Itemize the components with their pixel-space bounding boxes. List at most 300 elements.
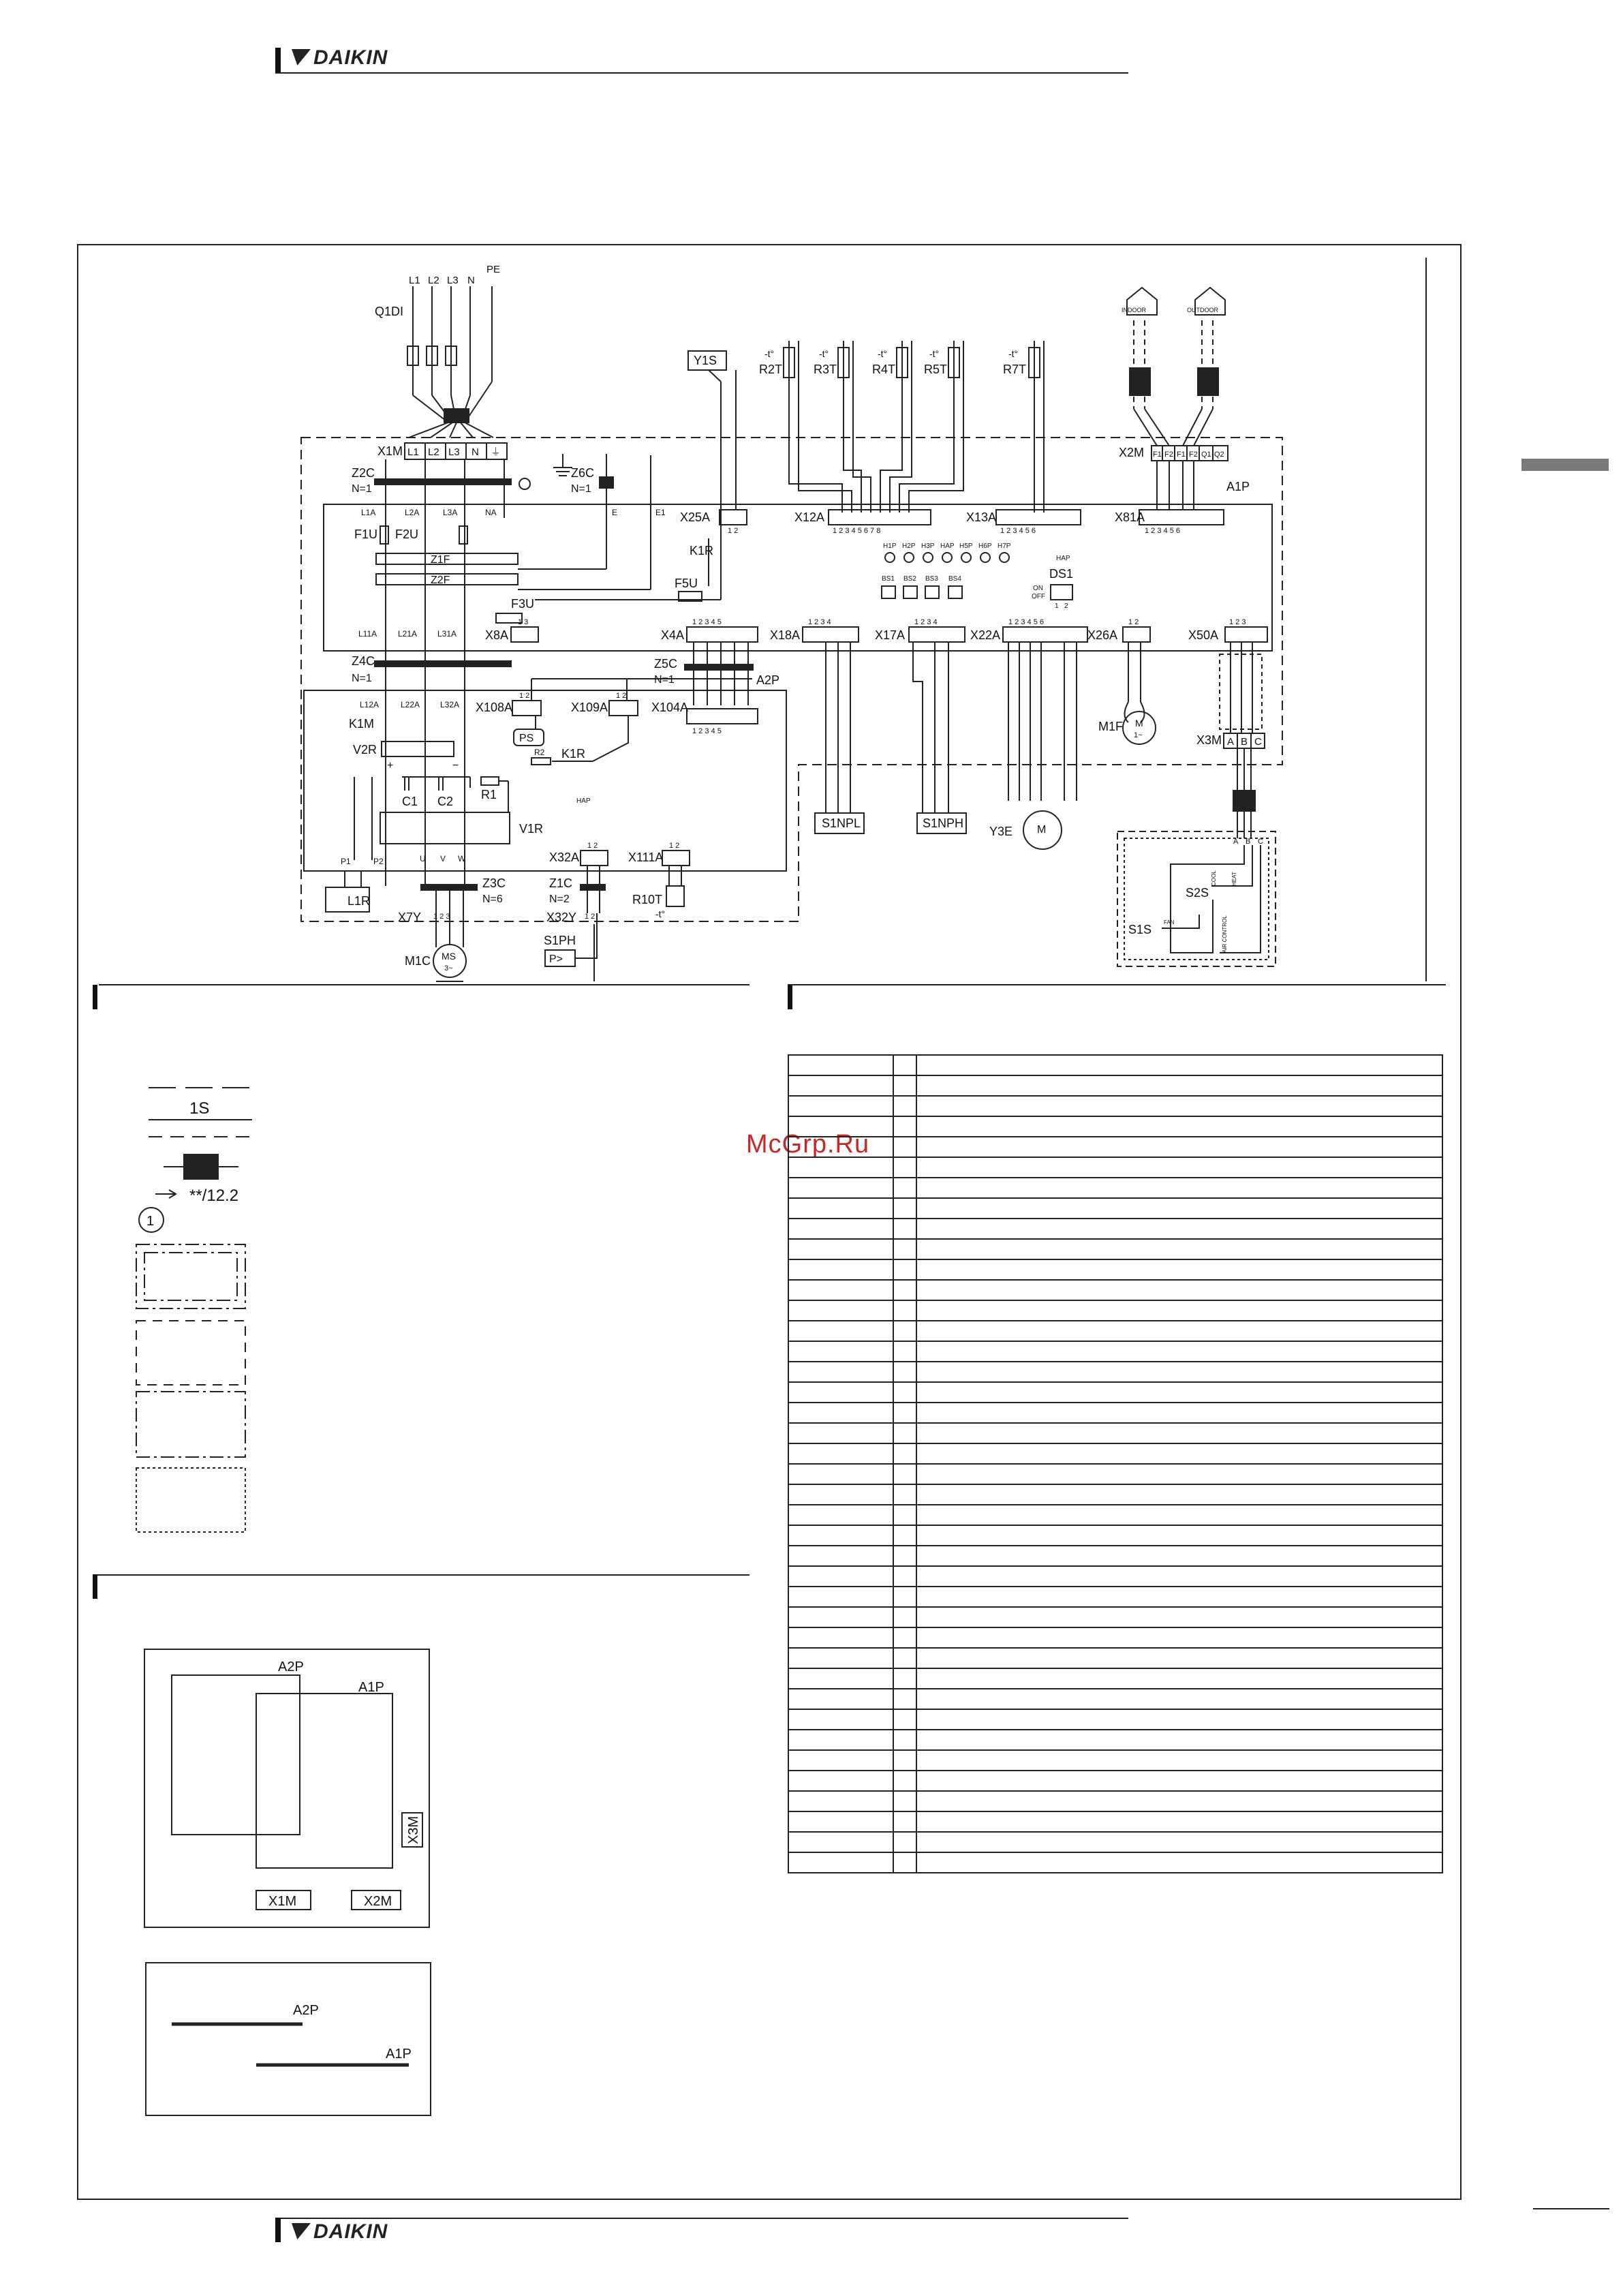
legend-table-cell	[893, 1055, 916, 1075]
layout-label-x2m: X2M	[364, 1894, 392, 1909]
legend-table-row	[788, 1484, 1442, 1505]
label-hap-a2p: HAP	[576, 797, 591, 805]
legend-table-cell	[916, 1689, 1442, 1709]
legend-table-cell	[788, 1505, 893, 1525]
pins-x26a: 1 2	[1128, 618, 1139, 626]
pins-x32a: 1 2	[587, 842, 598, 850]
legend-table-cell	[788, 1811, 893, 1832]
label-z2f: Z2F	[431, 575, 450, 586]
label-supply-l1: L1	[409, 275, 420, 286]
legend-table-cell	[916, 1341, 1442, 1362]
label-c2: C2	[437, 795, 454, 808]
label-x32y: X32Y	[546, 910, 577, 924]
notes-legend	[0, 1050, 286, 1540]
legend-table-cell	[916, 1791, 1442, 1811]
label-x18a: X18A	[770, 628, 801, 642]
label-z3c-n: N=6	[482, 893, 503, 905]
legend-table-row	[788, 1464, 1442, 1484]
label-na: NA	[485, 508, 497, 517]
label-x50a: X50A	[1188, 628, 1219, 642]
footer	[275, 2218, 548, 2249]
label-z4c-n: N=1	[352, 673, 372, 684]
legend-table-cell	[916, 1178, 1442, 1198]
label-s2s: S2S	[1186, 886, 1209, 900]
label-l21a: L21A	[398, 629, 418, 639]
pins-x22a: 1 2 3 4 5 6	[1008, 618, 1044, 626]
legend-table-cell	[788, 1321, 893, 1341]
legend-table-row	[788, 1362, 1442, 1382]
footer-logo	[292, 2220, 388, 2244]
x2m-pin-2: F2	[1164, 450, 1173, 459]
legend-table-row	[788, 1321, 1442, 1341]
legend-table-cell	[916, 1259, 1442, 1280]
label-m1c: M1C	[405, 954, 431, 968]
x3m-pin-b: B	[1241, 736, 1248, 748]
legend-table-cell	[893, 1791, 916, 1811]
page-number-rule	[1533, 2208, 1609, 2209]
x3m-pin-c: C	[1254, 736, 1262, 748]
legend-table-cell	[788, 1566, 893, 1587]
legend-table-cell	[788, 1525, 893, 1546]
legend-table-cell	[893, 1750, 916, 1771]
legend-table-cell	[893, 1341, 916, 1362]
legend-table-cell	[916, 1505, 1442, 1525]
legend-table-cell	[893, 1730, 916, 1750]
legend-table-row	[788, 1689, 1442, 1709]
legend-table-row	[788, 1709, 1442, 1730]
layout-label-a1p: A1P	[358, 1680, 384, 1695]
label-l22a: L22A	[401, 700, 420, 709]
legend-table-cell	[788, 1771, 893, 1791]
legend-table-row	[788, 1219, 1442, 1239]
x1m-pin-2: L2	[428, 446, 439, 458]
legend-table-cell	[893, 1464, 916, 1484]
label-z6c: Z6C	[571, 466, 595, 480]
label-z2c: Z2C	[352, 466, 375, 480]
legend-table-cell	[893, 1116, 916, 1137]
label-l1r: L1R	[347, 894, 371, 908]
x2m-pin-4: F2	[1189, 450, 1198, 459]
label-l31a: L31A	[437, 629, 457, 639]
legend-table-cell	[916, 1157, 1442, 1178]
temp-r7t: -t°	[1008, 348, 1019, 359]
legend-table-cell	[788, 1219, 893, 1239]
label-k1r: K1R	[690, 544, 714, 557]
label-ds1-off: OFF	[1032, 593, 1045, 600]
legend-table-cell	[916, 1075, 1442, 1096]
label-m1f: M1F	[1098, 720, 1123, 733]
legend-table-cell	[788, 1178, 893, 1198]
legend-table-cell	[893, 1709, 916, 1730]
legend-table-cell	[788, 1075, 893, 1096]
legend-table-cell	[916, 1382, 1442, 1403]
legend-table-cell	[916, 1280, 1442, 1300]
label-l12a: L12A	[360, 700, 380, 709]
label-v: V	[440, 854, 446, 863]
label-supply-l2: L2	[428, 275, 439, 286]
legend-table-cell	[788, 1607, 893, 1627]
legend-table-cell	[916, 1219, 1442, 1239]
legend-table-cell	[893, 1607, 916, 1627]
legend-table-cell	[916, 1771, 1442, 1791]
x1m-pin-4: N	[472, 446, 479, 458]
label-outdoor: OUTDOOR	[1187, 307, 1218, 313]
legend-table-cell	[788, 1198, 893, 1219]
section-marker-notes	[93, 985, 97, 1009]
legend-table-cell	[893, 1075, 916, 1096]
footer-brand: DAIKIN	[313, 2220, 388, 2243]
x1m-pin-5: ⏚	[491, 446, 501, 458]
legend-table-cell	[893, 1648, 916, 1668]
legend-table-row	[788, 1566, 1442, 1587]
legend-table-row	[788, 1811, 1442, 1832]
label-f2u: F2U	[395, 527, 419, 541]
legend-table-cell	[916, 1239, 1442, 1259]
legend-table-cell	[788, 1157, 893, 1178]
legend-table-cell	[893, 1096, 916, 1116]
legend-table-cell	[893, 1239, 916, 1259]
pins-x7y: 1 2 3	[433, 913, 450, 921]
legend-table-row	[788, 1423, 1442, 1443]
x2m-pin-6: Q2	[1214, 450, 1224, 459]
wiring-schematic	[0, 0, 1623, 995]
legend-table-cell	[916, 1546, 1442, 1566]
label-fan: FAN	[1164, 919, 1175, 925]
legend-table-cell	[788, 1587, 893, 1607]
label-led-h1p: H1P	[883, 542, 897, 550]
legend-table-row	[788, 1198, 1442, 1219]
legend-table-cell	[893, 1259, 916, 1280]
label-p1: P1	[341, 857, 351, 866]
legend-table-row	[788, 1505, 1442, 1525]
label-e1: E1	[655, 508, 666, 517]
legend-table-cell	[788, 1259, 893, 1280]
legend-table-row	[788, 1280, 1442, 1300]
label-bs4: BS4	[948, 575, 961, 583]
legend-table-cell	[893, 1484, 916, 1505]
legend-table-cell	[788, 1423, 893, 1443]
label-l3a: L3A	[443, 508, 458, 517]
label-ds1-pin1: 1	[1055, 602, 1059, 610]
legend-table-cell	[788, 1137, 893, 1157]
section-marker-legend	[788, 985, 792, 1009]
legend-table-cell	[916, 1484, 1442, 1505]
legend-table-cell	[916, 1607, 1442, 1627]
legend-table-cell	[788, 1668, 893, 1689]
x2m-pin-3: F1	[1177, 450, 1186, 459]
legend-table-row	[788, 1607, 1442, 1627]
legend-table-cell	[916, 1730, 1442, 1750]
legend-table-row	[788, 1791, 1442, 1811]
legend-table-cell	[788, 1730, 893, 1750]
legend-table-cell	[893, 1566, 916, 1587]
legend-table-row	[788, 1341, 1442, 1362]
label-led-h2p: H2P	[902, 542, 916, 550]
legend-table-row	[788, 1137, 1442, 1157]
label-x8a: X8A	[485, 628, 509, 642]
label-f3u: F3U	[511, 597, 535, 611]
legend-table-cell	[916, 1321, 1442, 1341]
legend-table-row	[788, 1648, 1442, 1668]
label-bs1: BS1	[882, 575, 895, 583]
label-z3c: Z3C	[482, 876, 506, 890]
label-s1s: S1S	[1128, 923, 1152, 936]
temp-r2t: -t°	[764, 348, 775, 359]
legend-table-cell	[788, 1484, 893, 1505]
label-x81a: X81A	[1115, 510, 1145, 524]
label-r3t: R3T	[814, 363, 837, 376]
x3m-pin-a: A	[1227, 736, 1235, 748]
label-k1m: K1M	[349, 717, 375, 731]
legend-table-row	[788, 1239, 1442, 1259]
label-r2t: R2T	[759, 363, 783, 376]
legend-table-row	[788, 1075, 1442, 1096]
legend-table-cell	[788, 1116, 893, 1137]
label-r4t: R4T	[872, 363, 896, 376]
label-indoor: INDOOR	[1122, 307, 1146, 313]
legend-table-cell	[916, 1096, 1442, 1116]
legend-table-cell	[893, 1321, 916, 1341]
pins-x12a: 1 2 3 4 5 6 7 8	[833, 527, 881, 535]
label-bs2: BS2	[903, 575, 916, 583]
label-supply-pe: PE	[486, 264, 501, 275]
label-v1r: V1R	[519, 822, 544, 836]
legend-table-cell	[916, 1443, 1442, 1464]
label-r2: R2	[534, 748, 545, 757]
legend-table-cell	[788, 1648, 893, 1668]
legend-table-cell	[916, 1750, 1442, 1771]
legend-table-cell	[893, 1362, 916, 1382]
legend-table-cell	[916, 1852, 1442, 1873]
legend-table-cell	[893, 1157, 916, 1178]
section-marker-layout	[93, 1574, 97, 1599]
pins-x13a: 1 2 3 4 5 6	[1000, 527, 1036, 535]
label-led-h3p: H3P	[921, 542, 935, 550]
label-v2r: V2R	[353, 743, 377, 756]
label-plus-v2r: +	[387, 760, 394, 771]
label-x1m: X1M	[377, 444, 403, 458]
wiring-label-a2p: A2P	[293, 2003, 319, 2018]
pins-x81a: 1 2 3 4 5 6	[1145, 527, 1180, 535]
label-x104a: X104A	[651, 701, 689, 714]
pins-x111a: 1 2	[669, 842, 680, 850]
legend-table-row	[788, 1852, 1442, 1873]
label-m1f-phase: 1~	[1134, 731, 1143, 739]
legend-table-cell	[893, 1832, 916, 1852]
label-s1ph: S1PH	[544, 934, 576, 947]
notes-item-1s: 1S	[189, 1099, 210, 1118]
legend-table-cell	[916, 1403, 1442, 1423]
label-led-hap: HAP	[940, 542, 955, 550]
legend-table-row	[788, 1627, 1442, 1648]
section-rule-layout	[93, 1574, 749, 1576]
label-x13a: X13A	[966, 510, 997, 524]
legend-table-cell	[916, 1709, 1442, 1730]
pins-x108a: 1 2	[519, 692, 530, 700]
label-hap-a1p: HAP	[1056, 555, 1070, 562]
label-led-h6p: H6P	[978, 542, 992, 550]
legend-table-row	[788, 1259, 1442, 1280]
legend-table-cell	[788, 1239, 893, 1259]
legend-table-cell	[893, 1525, 916, 1546]
legend-table-cell	[916, 1668, 1442, 1689]
pins-x32y: 1 2	[585, 913, 596, 921]
legend-table	[788, 1054, 1443, 1873]
legend-table-cell	[916, 1832, 1442, 1852]
label-led-h5p: H5P	[959, 542, 973, 550]
label-z1f: Z1F	[431, 554, 450, 566]
legend-table-cell	[788, 1362, 893, 1382]
legend-table-cell	[788, 1832, 893, 1852]
label-s1npl: S1NPL	[822, 816, 861, 830]
label-ps: PS	[519, 733, 534, 744]
legend-table-cell	[788, 1403, 893, 1423]
label-z4c: Z4C	[352, 654, 375, 668]
label-l32a: L32A	[440, 700, 460, 709]
legend-table-cell	[916, 1811, 1442, 1832]
pins-x109a: 1 2	[616, 692, 627, 700]
legend-table-row	[788, 1096, 1442, 1116]
label-y3e: Y3E	[989, 825, 1013, 838]
temp-r5t: -t°	[929, 348, 940, 359]
header-brand: DAIKIN	[313, 46, 388, 69]
legend-table-cell	[788, 1852, 893, 1873]
legend-table-cell	[788, 1464, 893, 1484]
x2m-pin-1: F1	[1153, 450, 1162, 459]
legend-table-cell	[893, 1771, 916, 1791]
legend-table-cell	[916, 1566, 1442, 1587]
legend-table-cell	[916, 1587, 1442, 1607]
wiring-label-a1p: A1P	[386, 2047, 412, 2062]
legend-table-row	[788, 1382, 1442, 1403]
label-z2c-n: N=1	[352, 483, 372, 495]
label-e: E	[612, 508, 618, 517]
legend-table-cell	[788, 1341, 893, 1362]
legend-table-cell	[916, 1362, 1442, 1382]
legend-table-cell	[893, 1587, 916, 1607]
legend-table-row	[788, 1668, 1442, 1689]
temp-r4t: -t°	[878, 348, 888, 359]
legend-table-cell	[916, 1648, 1442, 1668]
pins-x104a: 1 2 3 4 5	[692, 727, 722, 735]
label-z5c: Z5C	[654, 657, 678, 671]
remote-pin-a: A	[1233, 838, 1239, 846]
label-l1a: L1A	[361, 508, 376, 517]
legend-table-cell	[893, 1178, 916, 1198]
legend-table-cell	[788, 1382, 893, 1403]
label-z1c: Z1C	[549, 876, 573, 890]
legend-table-cell	[893, 1546, 916, 1566]
legend-table-cell	[916, 1627, 1442, 1648]
label-cool: COOL	[1211, 870, 1217, 886]
label-air-control: AIR CONTROL	[1222, 915, 1228, 953]
label-s1nph: S1NPH	[923, 816, 964, 830]
label-r1: R1	[481, 788, 497, 801]
watermark: McGrp.Ru	[746, 1130, 870, 1159]
legend-table-cell	[893, 1382, 916, 1403]
legend-table-cell	[788, 1709, 893, 1730]
label-r5t: R5T	[924, 363, 948, 376]
label-u: U	[420, 854, 426, 863]
legend-table-cell	[893, 1219, 916, 1239]
pins-x25a: 1 2	[728, 527, 739, 535]
label-bs3: BS3	[925, 575, 938, 583]
legend-table-cell	[788, 1300, 893, 1321]
label-x3m: X3M	[1196, 733, 1222, 747]
legend-table-row	[788, 1587, 1442, 1607]
layout-label-x3m: X3M	[406, 1816, 421, 1844]
label-minus-v2r: −	[452, 760, 459, 771]
label-x17a: X17A	[875, 628, 906, 642]
layout-label-a2p: A2P	[278, 1659, 304, 1674]
legend-table-cell	[788, 1689, 893, 1709]
label-w: W	[458, 854, 466, 863]
pins-x50a: 1 2 3	[1229, 618, 1246, 626]
legend-table-cell	[893, 1198, 916, 1219]
label-x22a: X22A	[970, 628, 1001, 642]
label-ds1: DS1	[1049, 567, 1074, 581]
legend-table-cell	[916, 1300, 1442, 1321]
label-l2a: L2A	[405, 508, 420, 517]
daikin-logo-icon	[292, 2223, 311, 2239]
legend-table-row	[788, 1178, 1442, 1198]
legend-table-cell	[893, 1423, 916, 1443]
label-ms: MS	[442, 951, 456, 962]
legend-table-cell	[893, 1137, 916, 1157]
temp-r10t: -t°	[655, 908, 666, 919]
label-ms-phase: 3~	[444, 964, 453, 973]
legend-table-cell	[788, 1546, 893, 1566]
legend-table-cell	[788, 1443, 893, 1464]
legend-table-cell	[916, 1525, 1442, 1546]
label-x7y: X7Y	[398, 910, 422, 924]
pins-x17a: 1 2 3 4	[914, 618, 938, 626]
label-x12a: X12A	[794, 510, 825, 524]
label-led-h7p: H7P	[998, 542, 1011, 550]
legend-table-cell	[893, 1505, 916, 1525]
remote-pin-c: C	[1258, 838, 1263, 846]
legend-table-row	[788, 1300, 1442, 1321]
label-x109a: X109A	[571, 701, 608, 714]
pins-x18a: 1 2 3 4	[808, 618, 831, 626]
label-heat: HEAT	[1231, 872, 1237, 886]
label-c1: C1	[402, 795, 418, 808]
legend-table-cell	[788, 1750, 893, 1771]
legend-table-row	[788, 1157, 1442, 1178]
label-q1di: Q1DI	[375, 305, 404, 318]
label-x108a: X108A	[476, 701, 513, 714]
label-l11a: L11A	[358, 629, 377, 639]
legend-table-row	[788, 1750, 1442, 1771]
label-x32a: X32A	[549, 851, 580, 864]
legend-table-row	[788, 1525, 1442, 1546]
legend-table-cell	[916, 1137, 1442, 1157]
legend-table-row	[788, 1055, 1442, 1075]
legend-table-cell	[893, 1811, 916, 1832]
legend-table-cell	[916, 1464, 1442, 1484]
label-y3e-m: M	[1037, 824, 1047, 836]
label-x25a: X25A	[680, 510, 711, 524]
legend-table-cell	[788, 1096, 893, 1116]
legend-table-cell	[788, 1627, 893, 1648]
pins-x4a: 1 2 3 4 5	[692, 618, 722, 626]
legend-table-row	[788, 1116, 1442, 1137]
legend-table-cell	[893, 1852, 916, 1873]
legend-table-row	[788, 1546, 1442, 1566]
label-p2: P2	[373, 857, 384, 866]
label-y1s: Y1S	[694, 354, 717, 367]
label-a2p: A2P	[756, 673, 780, 687]
